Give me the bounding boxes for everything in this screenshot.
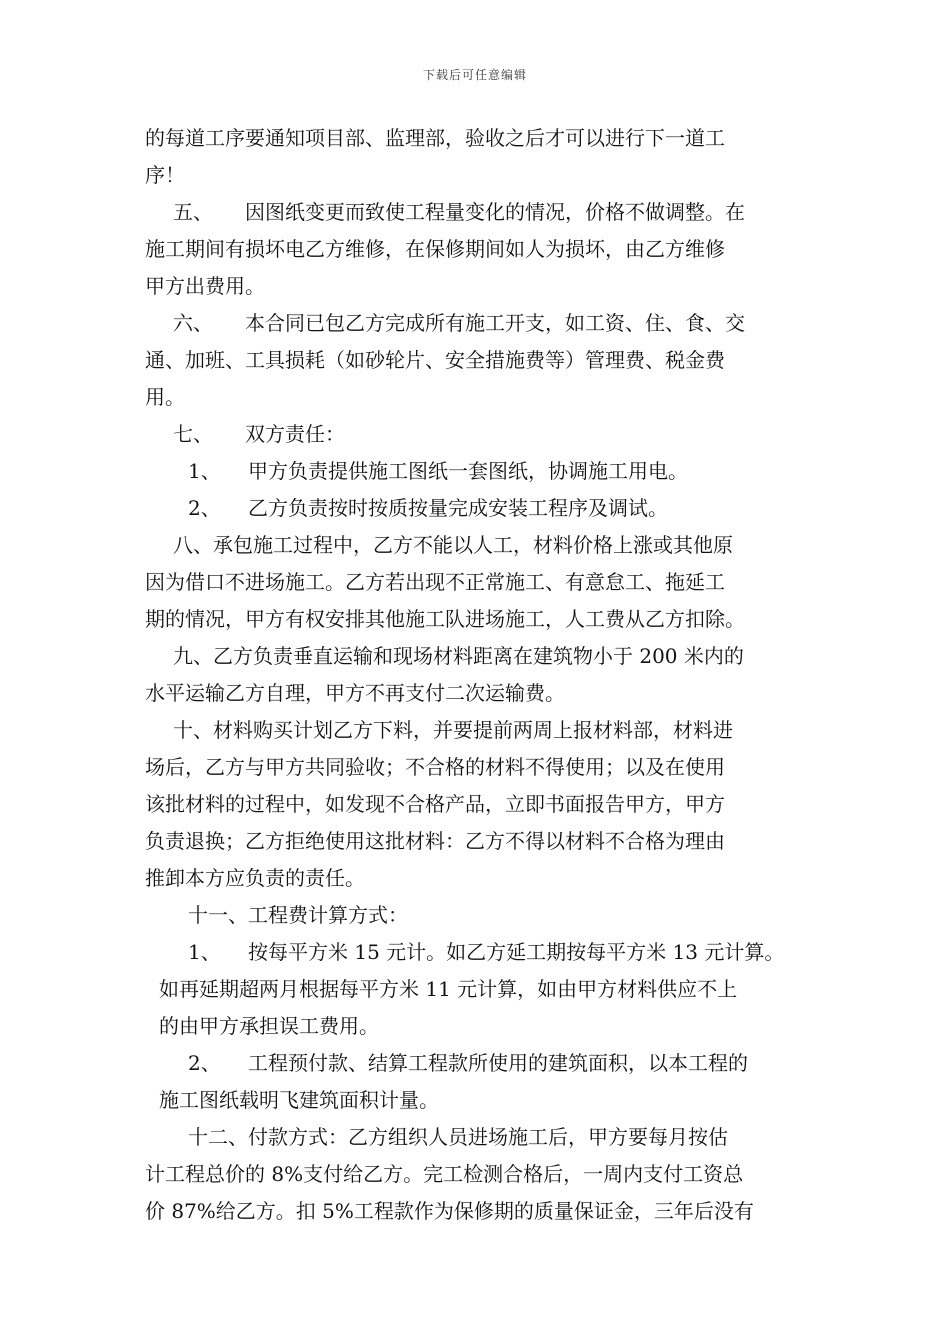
text-line: 如再延期超两月根据每平方米 11 元计算，如由甲方材料供应不上 [159,977,738,1001]
item-text: 甲方负责提供施工图纸一套图纸，协调施工用电。 [248,459,688,483]
text-line: 该批材料的过程中，如发现不合格产品，立即书面报告甲方，甲方 [145,792,725,816]
text-line: 价 87%给乙方。扣 5%工程款作为保修期的质量保证金，三年后没有 [145,1199,754,1223]
clause-eight-line: 八、承包施工过程中，乙方不能以人工，材料价格上涨或其他原 [173,533,733,557]
text-line: 用。 [145,385,185,409]
clause-eleven-item-1 [145,934,835,971]
clause-twelve-line: 十二、付款方式：乙方组织人员进场施工后，甲方要每月按估 [188,1125,728,1149]
document-body [145,120,835,1230]
clause-text: 因图纸变更而致使工程量变化的情况，价格不做调整。在 [245,200,745,224]
text-line: 序！ [145,163,185,187]
text-line: 的由甲方承担误工费用。 [159,1014,379,1038]
page-header: 下载后可任意编辑 [422,68,527,82]
clause-text: 双方责任： [245,422,345,446]
clause-six [145,305,835,342]
item-number: 2、 [188,1051,221,1075]
clause-seven-item-1 [145,453,835,490]
text-line: 场后，乙方与甲方共同验收；不合格的材料不得使用；以及在使用 [145,755,725,779]
clause-seven-item-2 [145,490,835,527]
item-number: 1、 [188,459,221,483]
text-line: 计工程总价的 8%支付给乙方。完工检测合格后，一周内支付工资总 [145,1162,744,1186]
clause-nine-line: 九、乙方负责垂直运输和现场材料距离在建筑物小于 200 米内的 [173,644,744,668]
item-text: 乙方负责按时按质按量完成安装工程序及调试。 [248,496,668,520]
item-number: 2、 [188,496,221,520]
clause-five [145,194,835,231]
clause-eleven-item-2 [145,1045,835,1082]
text-line: 负责退换；乙方拒绝使用这批材料：乙方不得以材料不合格为理由 [145,829,725,853]
clause-number: 五、 [173,200,213,224]
clause-eleven-heading: 十一、工程费计算方式： [188,903,408,927]
clause-ten-line: 十、材料购买计划乙方下料，并要提前两周上报材料部，材料进 [173,718,733,742]
item-text: 按每平方米 15 元计。如乙方延工期按每平方米 13 元计算。 [248,940,785,964]
clause-number: 六、 [173,311,213,335]
item-number: 1、 [188,940,221,964]
clause-text: 本合同已包乙方完成所有施工开支，如工资、住、食、交 [245,311,745,335]
text-line: 因为借口不进场施工。乙方若出现不正常施工、有意怠工、拖延工 [145,570,725,594]
clause-seven [145,416,835,453]
clause-number: 七、 [173,422,213,446]
text-line: 的每道工序要通知项目部、监理部，验收之后才可以进行下一道工 [145,126,725,150]
text-line: 甲方出费用。 [145,274,265,298]
text-line: 期的情况，甲方有权安排其他施工队进场施工，人工费从乙方扣除。 [145,607,745,631]
text-line: 施工图纸载明飞建筑面积计量。 [159,1088,439,1112]
item-text: 工程预付款、结算工程款所使用的建筑面积，以本工程的 [248,1051,748,1075]
text-line: 水平运输乙方自理，甲方不再支付二次运输费。 [145,681,565,705]
text-line: 推卸本方应负责的责任。 [145,866,365,890]
text-line: 通、加班、工具损耗（如砂轮片、安全措施费等）管理费、税金费 [145,348,725,372]
text-line: 施工期间有损坏电乙方维修，在保修期间如人为损坏，由乙方维修 [145,237,725,261]
